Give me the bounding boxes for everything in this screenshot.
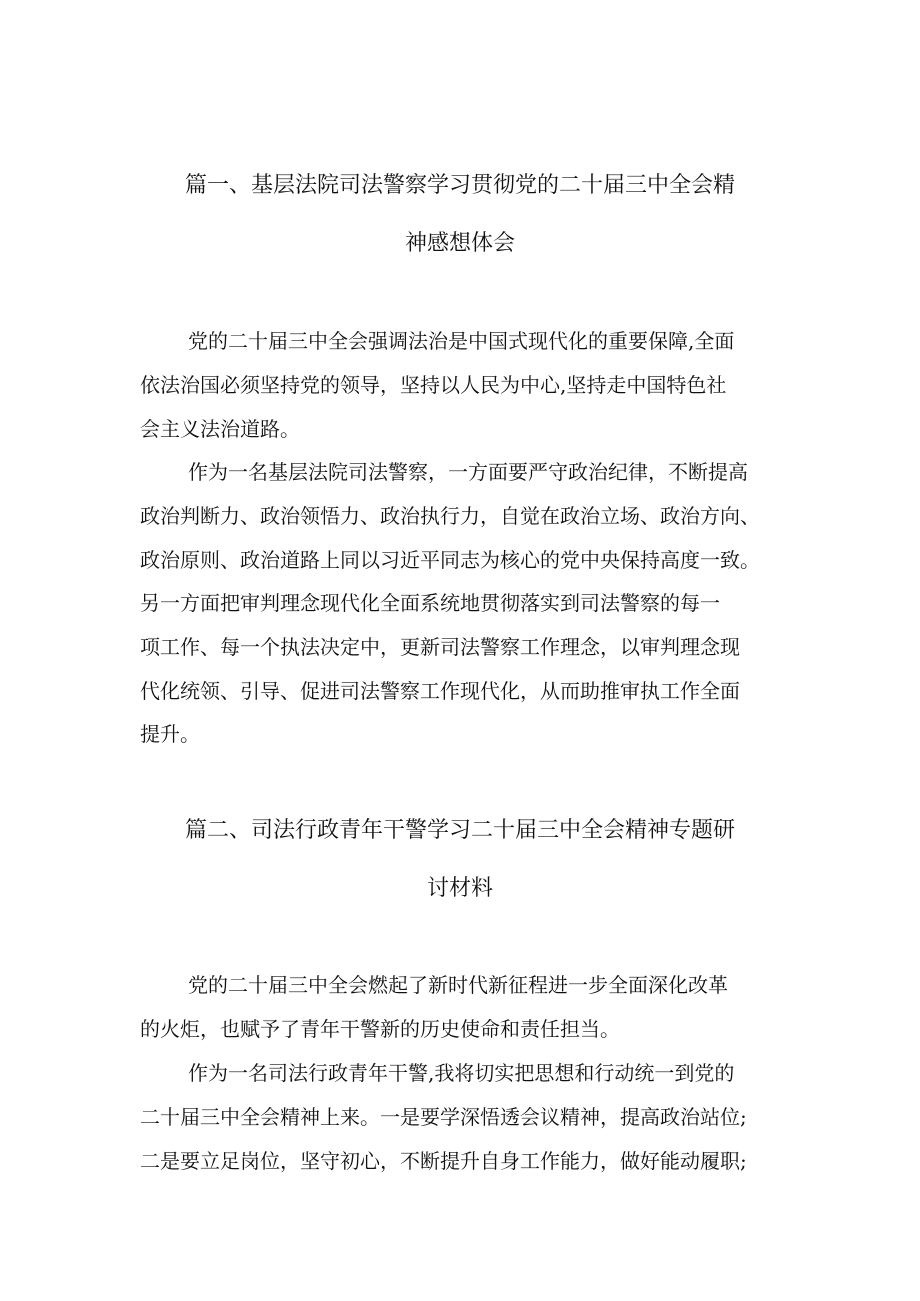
- s1-p2-line4: 另一方面把审判理念现代化全面系统地贯彻落实到司法警察的每一: [140, 591, 720, 615]
- section1-title-line1: 篇一、基层法院司法警察学习贯彻党的二十届三中全会精: [184, 173, 735, 198]
- section1-title-line2: 神感想体会: [404, 231, 515, 256]
- s2-p2-line2: 二十届三中全会精神上来。一是要学深悟透会议精神，提高政治站位;: [140, 1105, 747, 1129]
- s1-p2-line7: 提升。: [140, 722, 200, 746]
- s1-p2-line1: 作为一名基层法院司法警察，一方面要严守政治纪律，不断提高: [188, 460, 748, 484]
- s1-p2-line2: 政治判断力、政治领悟力、政治执行力，自觉在政治立场、政治方向、: [140, 504, 760, 528]
- s1-p1-line1: 党的二十届三中全会强调法治是中国式现代化的重要保障,全面: [188, 329, 735, 353]
- s2-p1-line1: 党的二十届三中全会燃起了新时代新征程进一步全面深化改革: [188, 973, 728, 997]
- section2-title-line2: 讨材料: [426, 876, 493, 901]
- section2-title-line1: 篇二、司法行政青年干警学习二十届三中全会精神专题研: [184, 818, 735, 843]
- s2-p1-line2: 的火炬，也赋予了青年干警新的历史使命和责任担当。: [140, 1017, 620, 1041]
- s1-p1-line3: 会主义法治道路。: [140, 417, 300, 441]
- s1-p2-line6: 代化统领、引导、促进司法警察工作现代化，从而助推审执工作全面: [140, 679, 740, 703]
- s1-p1-line2: 依法治国必须坚持党的领导，坚持以人民为中心,坚持走中国特色社: [140, 373, 727, 397]
- s2-p2-line3: 二是要立足岗位，坚守初心，不断提升自身工作能力，做好能动履职;: [140, 1149, 747, 1173]
- s2-p2-line1: 作为一名司法行政青年干警,我将切实把思想和行动统一到党的: [188, 1061, 735, 1085]
- s1-p2-line3: 政治原则、政治道路上同以习近平同志为核心的党中央保持高度一致。: [140, 548, 760, 572]
- s1-p2-line5: 项工作、每一个执法决定中，更新司法警察工作理念，以审判理念现: [140, 635, 740, 659]
